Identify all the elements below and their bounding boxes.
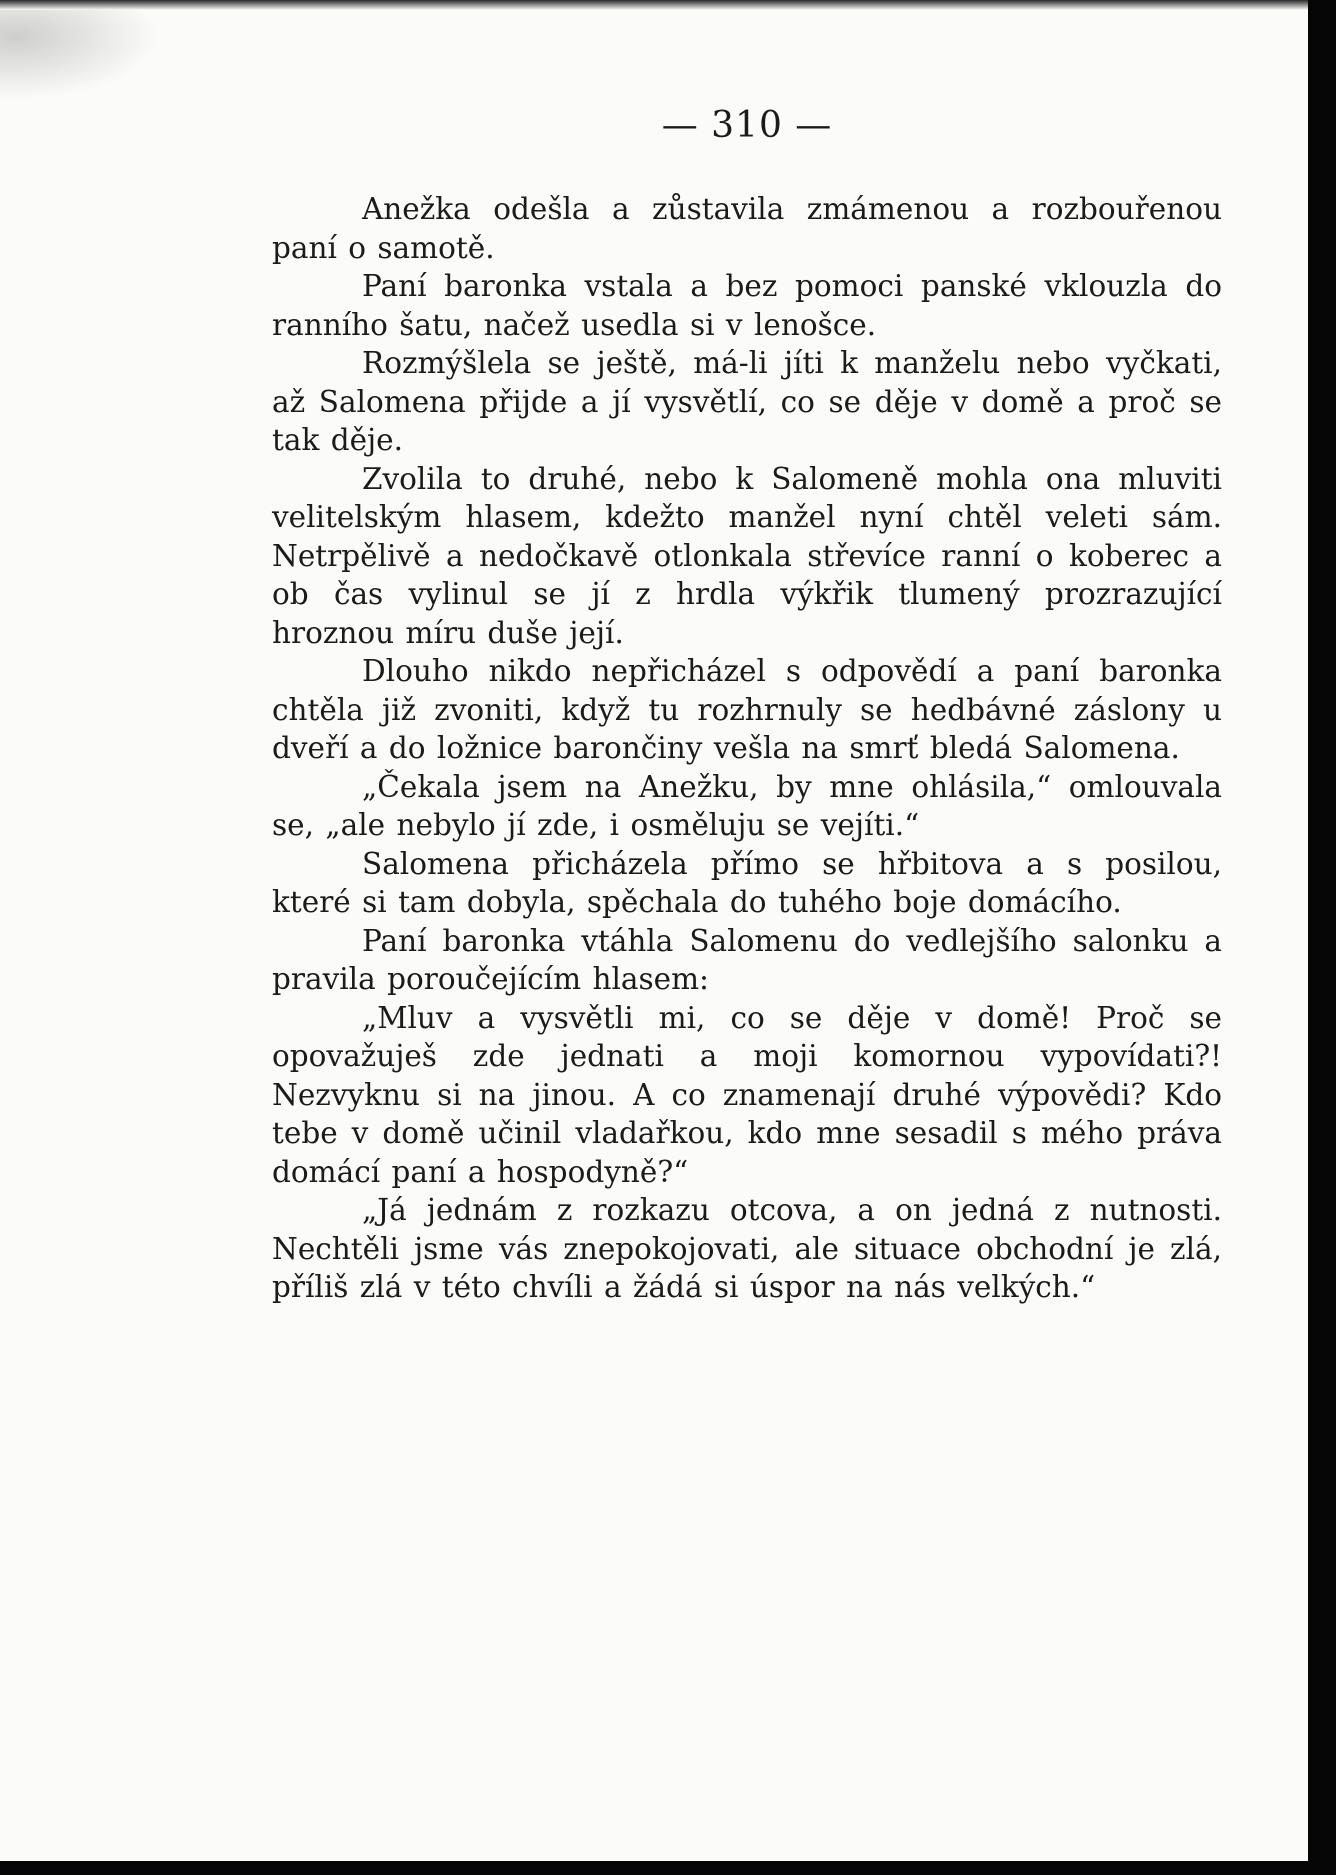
paragraph: Dlouho nikdo nepřicházel s odpovědí a paní baronka chtěla již zvoniti, když tu rozhrnuly se hedbávné záslony u dveří a do ložnice barončiny vešla na smrť bledá Salomena. <box>272 654 1222 765</box>
paragraph: Paní baronka vstala a bez pomoci panské vklouzla do ranního šatu, načež usedla si v lenošce. <box>272 269 1222 342</box>
scan-top-shadow <box>0 0 1336 10</box>
text-column <box>272 98 1222 1307</box>
page-number: — 310 — <box>661 105 833 146</box>
paragraph: „Já jednám z rozkazu otcova, a on jedná z nutnosti. Nechtěli jsme vás znepokojovati, ale situace obchodní je zlá, příliš zlá v této chvíli a žádá si úspor na nás velkých.“ <box>272 1193 1222 1304</box>
paragraph: Rozmýšlela se ještě, má-li jíti k manželu nebo vyčkati, až Salomena přijde a jí vysvětlí, co se děje v domě a proč se tak děje. <box>272 346 1222 457</box>
paragraph: Salomena přicházela přímo se hřbitova a s posilou, které si tam dobyla, spěchala do tuhého boje domácího. <box>272 846 1222 919</box>
scan-bottom-border <box>0 1861 1336 1875</box>
paragraph: Anežka odešla a zůstavila zmámenou a rozbouřenou paní o samotě. <box>272 192 1222 265</box>
paragraph: „Mluv a vysvětli mi, co se děje v domě! Proč se opovažuješ zde jednati a moji komornou vypovídati?! Nezvyknu si na jinou. A co znamenají druhé výpovědi? Kdo tebe v domě učinil vladařkou, kdo mne sesadil s mého práva domácí paní a hospodyně?“ <box>272 1000 1222 1189</box>
scan-right-border <box>1308 0 1336 1875</box>
scan-smudge <box>0 10 160 100</box>
paragraph: Zvolila to druhé, nebo k Salomeně mohla ona mluviti velitelským hlasem, kdežto manžel nyní chtěl veleti sám. Netrpělivě a nedočkavě otlonkala střevíce ranní o koberec a ob čas vylinul se jí z hrdla výkřik tlumený prozrazující hroznou míru duše její. <box>272 461 1222 650</box>
paragraph: „Čekala jsem na Anežku, by mne ohlásila,“ omlouvala se, „ale nebylo jí zde, i osměluju se vejíti.“ <box>272 769 1222 842</box>
paragraph: Paní baronka vtáhla Salomenu do vedlejšího salonku a pravila poroučejícím hlasem: <box>272 923 1222 996</box>
